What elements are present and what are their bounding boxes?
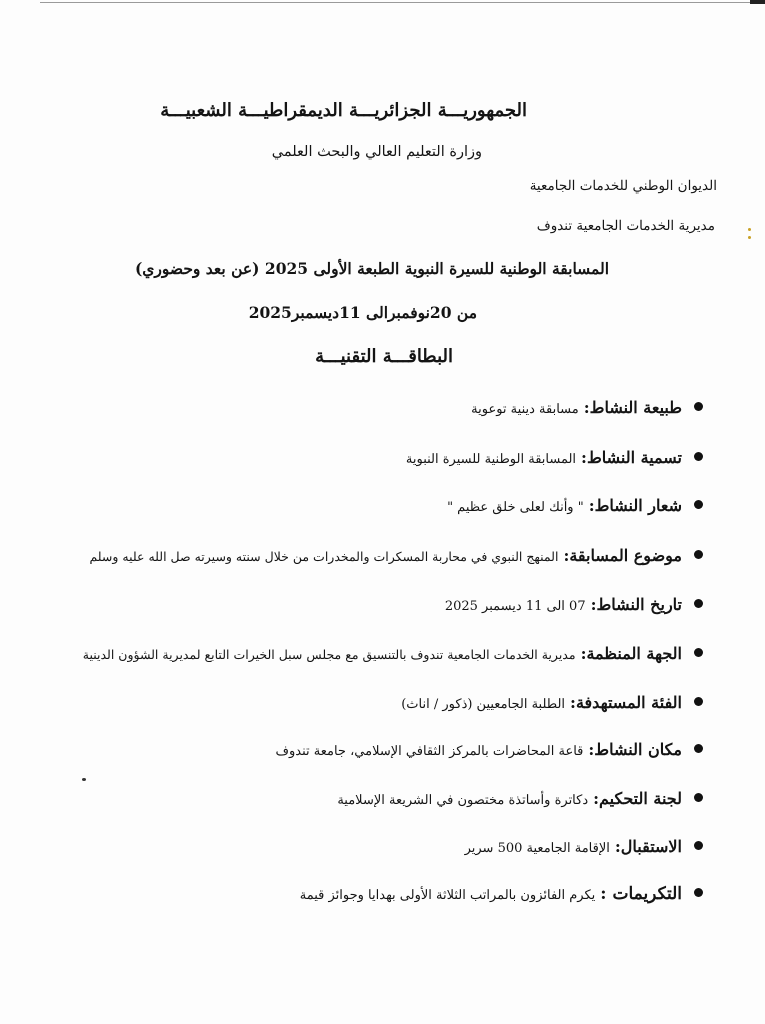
ministry-header: وزارة التعليم العالي والبحث العلمي [271, 144, 482, 160]
bullet-icon [694, 500, 703, 509]
list-item-target-group [401, 693, 703, 712]
item-label: شعار النشاط: [588, 496, 682, 515]
item-label: التكريمات : [600, 884, 682, 904]
list-item-activity-venue [276, 740, 703, 759]
list-item-activity-date [445, 595, 703, 614]
item-value: مديرية الخدمات الجامعية تندوف بالتنسيق مع مجلس سبل الخيرات التابع لمديرية الشؤون الدينية [82, 647, 576, 662]
item-value: المنهج النبوي في محاربة المسكرات والمخدرات من خلال سنته وسيرته صل الله عليه وسلم [89, 549, 559, 564]
scan-speck [748, 228, 751, 231]
scan-edge-line [40, 2, 765, 3]
item-value: الإقامة الجامعية 500 سرير [464, 841, 610, 856]
bullet-icon [694, 550, 703, 559]
list-item-competition-topic [89, 546, 703, 565]
technical-card-title: البطاقـــة التقنيـــة [315, 346, 453, 367]
list-item-activity-nature [471, 398, 703, 417]
bullet-icon [694, 697, 703, 706]
bullet-icon [694, 841, 703, 850]
item-label: تسمية النشاط: [581, 448, 682, 467]
bullet-icon [694, 888, 703, 897]
item-value: دكاترة وأساتذة مختصون في الشريعة الإسلامية [337, 793, 589, 808]
item-label: الفئة المستهدفة: [570, 693, 682, 712]
item-value: قاعة المحاضرات بالمركز الثقافي الإسلامي، جامعة تندوف [275, 744, 584, 759]
item-label: مكان النشاط: [588, 740, 682, 759]
office-header: الديوان الوطني للخدمات الجامعية [529, 178, 717, 194]
list-item-activity-name [406, 448, 703, 467]
list-item-awards [300, 884, 703, 904]
bullet-icon [694, 599, 703, 608]
scan-speck [748, 236, 751, 239]
item-label: الاستقبال: [614, 837, 682, 856]
competition-dates: من 20نوفمبرالى 11ديسمبر2025 [248, 303, 477, 322]
bullet-icon [694, 744, 703, 753]
item-label: طبيعة النشاط: [583, 398, 682, 417]
list-item-organizer [83, 644, 703, 663]
item-label: تاريخ النشاط: [590, 595, 682, 614]
list-item-jury [337, 789, 703, 808]
scan-edge-mark [750, 0, 765, 4]
bullet-icon [694, 648, 703, 657]
item-label: الجهة المنظمة: [580, 644, 682, 663]
item-value: مسابقة دينية توعوية [471, 402, 579, 417]
bullet-icon [694, 402, 703, 411]
item-value: يكرم الفائزون بالمراتب الثلاثة الأولى بهدايا وجوائز قيمة [299, 888, 596, 903]
directorate-header: مديرية الخدمات الجامعية تندوف [536, 218, 715, 234]
list-item-reception [465, 837, 703, 856]
competition-title: المسابقة الوطنية للسيرة النبوية الطبعة الأولى 2025 (عن بعد وحضوري) [134, 259, 609, 278]
list-item-activity-slogan [447, 496, 703, 515]
bullet-icon [694, 452, 703, 461]
scan-speck [82, 778, 86, 781]
item-value: الطلبة الجامعيين (ذكور / اناث) [401, 697, 566, 712]
item-value: المسابقة الوطنية للسيرة النبوية [405, 452, 577, 467]
item-value: " وأنك لعلى خلق عظيم " [447, 500, 584, 515]
item-value: 07 الى 11 ديسمبر 2025 [444, 599, 586, 614]
item-label: لجنة التحكيم: [593, 789, 682, 808]
republic-header: الجمهوريـــة الجزائريـــة الديمقراطيـــة الشعبيـــة [160, 100, 527, 121]
item-label: موضوع المسابقة: [563, 546, 682, 565]
bullet-icon [694, 793, 703, 802]
